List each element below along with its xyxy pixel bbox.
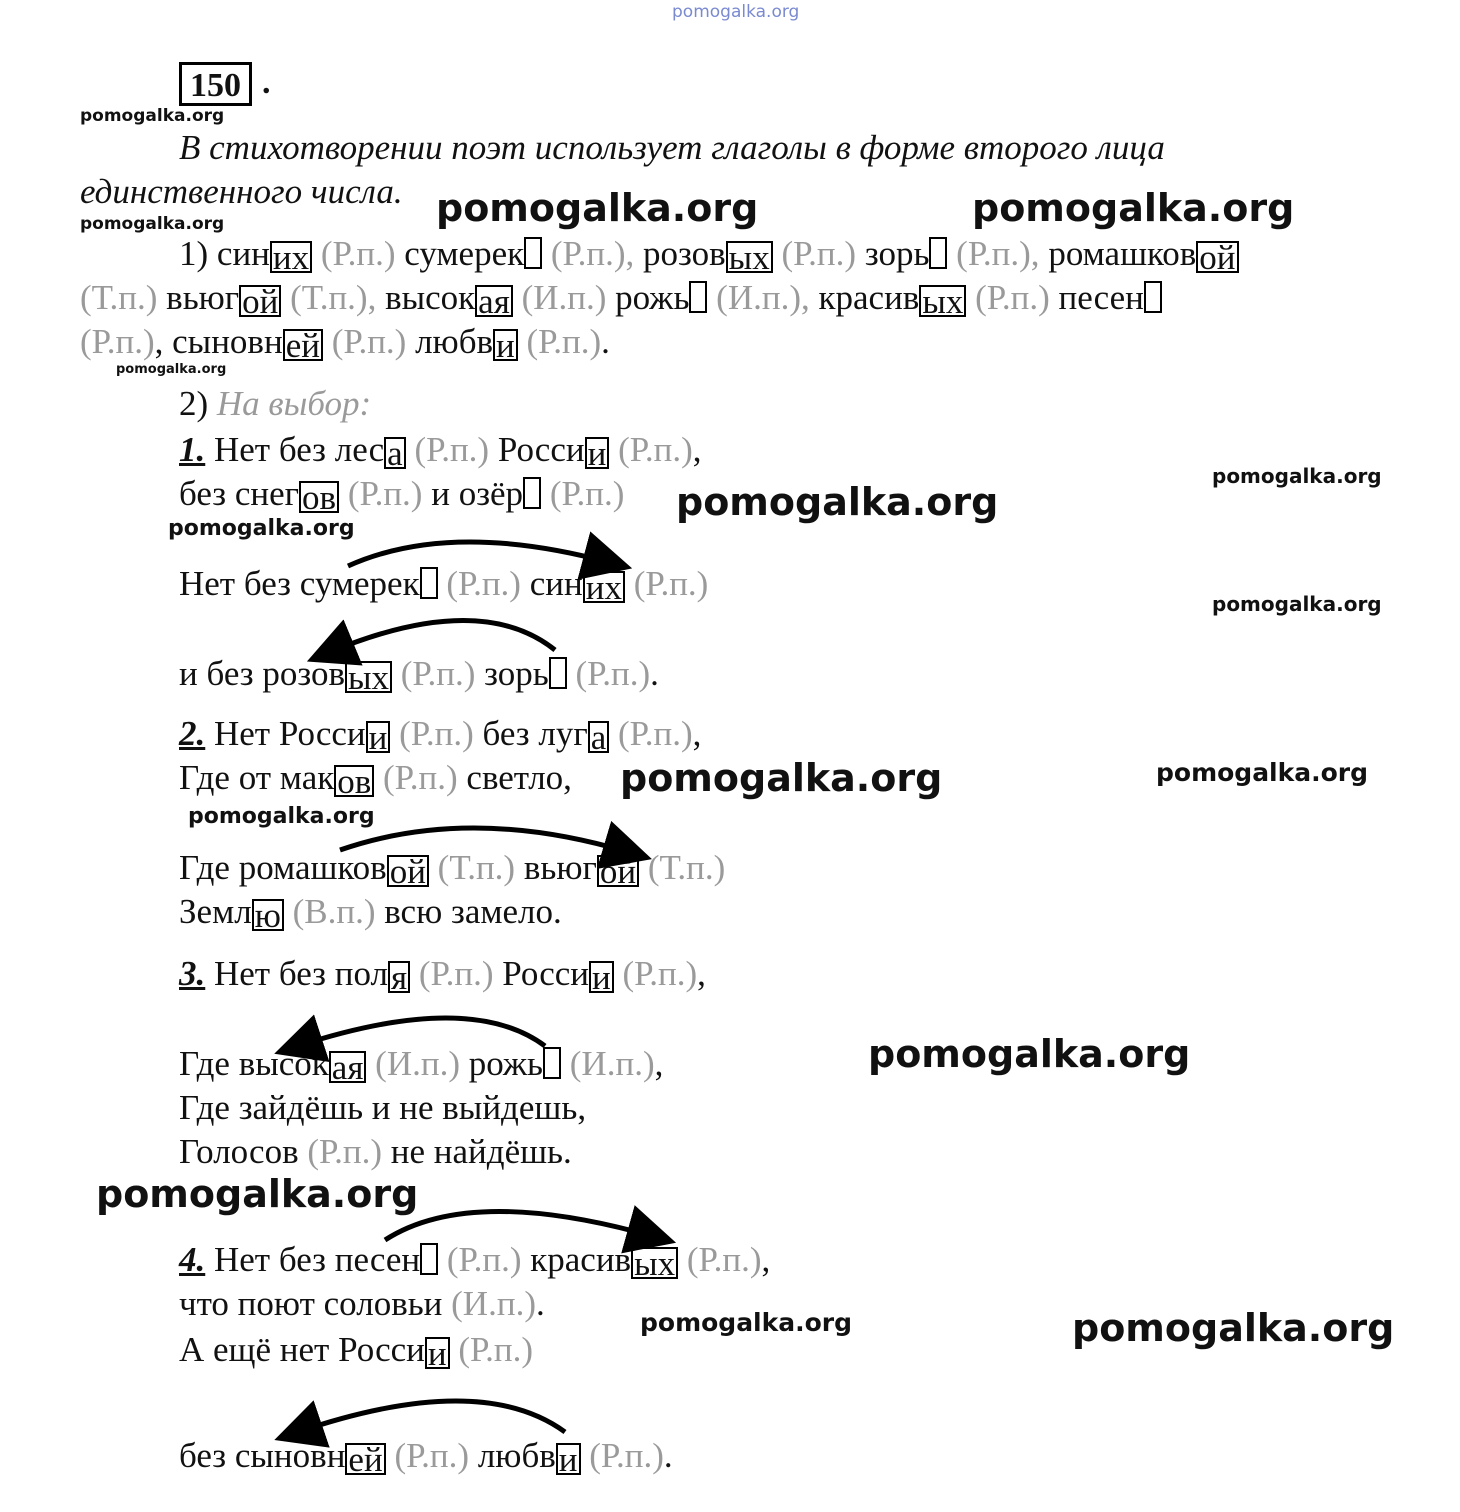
ending-box: а <box>384 437 406 469</box>
ending-box: ю <box>252 899 284 931</box>
arrow-left <box>330 620 555 652</box>
part1-line-2: (Т.п.) вьюгой (Т.п.), высокая (И.п.) рожь (И.п.), красивых (Р.п.) песен <box>80 276 1162 320</box>
ending-box: и <box>585 437 610 469</box>
watermark: pomogalka.org <box>436 186 759 230</box>
stanza-number: 3. <box>179 954 206 993</box>
ending-box: я <box>388 961 410 993</box>
ending-box: ой <box>387 855 429 887</box>
ending-box: ых <box>631 1247 678 1279</box>
watermark: pomogalka.org <box>1212 592 1382 616</box>
ending-box: ых <box>919 285 966 317</box>
arrow-right <box>340 828 628 852</box>
watermark: pomogalka.org <box>868 1032 1191 1076</box>
part1-line-3: (Р.п.), сыновней (Р.п.) любви (Р.п.). <box>80 322 610 365</box>
ending-box: ов <box>334 765 374 797</box>
watermark: pomogalka.org <box>1156 758 1369 787</box>
stanza4-line-1: 4. Нет без песен (Р.п.) красивых (Р.п.), <box>179 1240 771 1283</box>
watermark: pomogalka.org <box>80 214 225 234</box>
ending-box: и <box>366 721 391 753</box>
stanza2-line-2: Где от маков (Р.п.) светло, <box>179 758 572 801</box>
ending-box: а <box>588 721 610 753</box>
stanza-number: 4. <box>179 1240 206 1279</box>
watermark: pomogalka.org <box>620 756 943 800</box>
stanza2-line-4: Землю (В.п.) всю замело. <box>179 892 562 935</box>
watermark: pomogalka.org <box>640 1308 853 1337</box>
ending-box: ей <box>283 329 323 361</box>
watermark: pomogalka.org <box>972 186 1295 230</box>
intro-line-2: единственного числа. <box>80 172 403 211</box>
ending-box: их <box>583 571 625 603</box>
ending-box: их <box>270 241 312 273</box>
intro-line-1: В стихотворении поэт использует глаголы в форме второго лица <box>179 128 1165 167</box>
watermark: pomogalka.org <box>676 480 999 524</box>
watermark: pomogalka.org <box>96 1172 419 1216</box>
watermark: pomogalka.org <box>80 106 225 126</box>
ending-box: и <box>493 329 518 361</box>
watermark: pomogalka.org <box>1072 1306 1395 1350</box>
stanza1-line-3: Нет без сумерек (Р.п.) синих (Р.п.) <box>179 564 709 607</box>
ending-box: ая <box>329 1051 367 1083</box>
task-number-dot: . <box>262 64 271 101</box>
stanza1-line-1: 1. Нет без леса (Р.п.) России (Р.п.), <box>179 430 702 473</box>
stanza2-line-3: Где ромашковой (Т.п.) вьюгой (Т.п.) <box>179 848 726 891</box>
ending-box: ей <box>345 1443 385 1475</box>
stanza-number: 2. <box>179 714 206 753</box>
part1-line-1: 1) синих (Р.п.) сумерек (Р.п.), розовых (Р.п.) зорь (Р.п.), ромашковой <box>179 232 1239 276</box>
stanza1-line-2: без снегов (Р.п.) и озёр (Р.п.) <box>179 474 625 517</box>
watermark: pomogalka.org <box>168 516 355 541</box>
stanza2-line-1: 2. Нет России (Р.п.) без луга (Р.п.), <box>179 714 702 757</box>
stanza3-line-3: Где зайдёшь и не выйдешь, <box>179 1088 587 1127</box>
ending-box: ой <box>239 285 281 317</box>
part2-header: 2) На выбор: <box>179 384 372 423</box>
ending-box: ов <box>299 481 339 513</box>
stanza3-line-4: Голосов (Р.п.) не найдёшь. <box>179 1132 572 1171</box>
ending-box: и <box>589 961 614 993</box>
stanza4-line-2: что поют соловьи (И.п.). <box>179 1284 545 1323</box>
ending-box: ых <box>726 241 773 273</box>
watermark: pomogalka.org <box>1212 464 1382 488</box>
ending-box: и <box>425 1337 450 1369</box>
ending-box: ой <box>597 855 639 887</box>
watermark: pomogalka.org <box>116 362 227 377</box>
header-watermark: pomogalka.org <box>672 2 800 22</box>
stanza-number: 1. <box>179 430 206 469</box>
ending-box: ой <box>1196 241 1238 273</box>
ending-box: ая <box>475 285 513 317</box>
ending-box: и <box>556 1443 581 1475</box>
arrow-left <box>298 1018 545 1046</box>
stanza4-line-3: А ещё нет России (Р.п.) <box>179 1330 533 1373</box>
stanza4-line-4: без сыновней (Р.п.) любви (Р.п.). <box>179 1436 673 1479</box>
stanza3-line-1: 3. Нет без поля (Р.п.) России (Р.п.), <box>179 954 706 997</box>
watermark: pomogalka.org <box>188 804 375 829</box>
stanza3-line-2: Где высокая (И.п.) рожь (И.п.), <box>179 1044 664 1087</box>
ending-box: ых <box>345 661 392 693</box>
arrow-right <box>348 542 608 566</box>
arrow-right <box>385 1211 652 1240</box>
task-number: 150 <box>190 67 241 104</box>
stanza1-line-4: и без розовых (Р.п.) зорь (Р.п.). <box>179 654 659 697</box>
arrow-left <box>298 1401 565 1432</box>
